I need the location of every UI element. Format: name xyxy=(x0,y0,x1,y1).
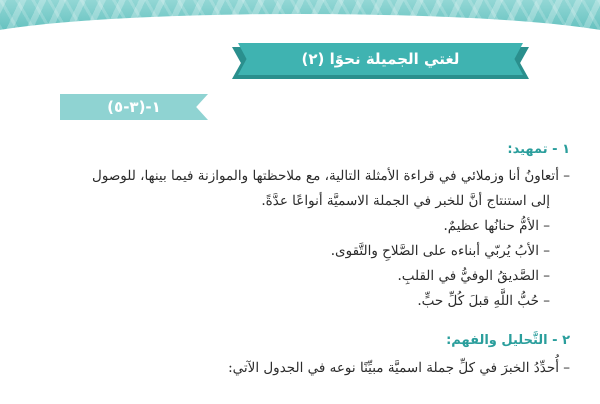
intro-heading: ١ - تمهيد: xyxy=(507,142,570,157)
example-sentence: – الأمُّ حنانُها عظيمٌ. xyxy=(443,218,550,234)
example-sentence: – حُبُّ اللَّهِ قبلَ كُلِّ حبٍّ. xyxy=(417,293,550,309)
intro-line: – أتعاونُ أنا وزملائي في قراءة الأمثلة التالية، مع ملاحظتها والموازنة فيما بينها، للوصول xyxy=(92,168,570,184)
section-number: ١-(٣-٥) xyxy=(107,98,161,116)
intro-line: إلى استنتاج أنَّ للخبر في الجملة الاسميَّة أنواعًا عدَّةً. xyxy=(261,193,550,209)
example-sentence: – الصَّديقُ الوفيُّ في القلبِ. xyxy=(397,268,550,284)
analysis-instruction: – أُحدِّدُ الخبرَ في كلِّ جملة اسميَّة مبيِّنًا نوعه في الجدول الآتي: xyxy=(228,360,570,376)
example-sentence: – الأبُ يُربّي أبناءه على الصَّلاحِ والتَّقوى. xyxy=(330,243,550,259)
lesson-title: لغتي الجميلة نحوًا (٢) xyxy=(301,50,460,68)
analysis-heading: ٢ - التَّحليل والفهم: xyxy=(446,333,570,348)
